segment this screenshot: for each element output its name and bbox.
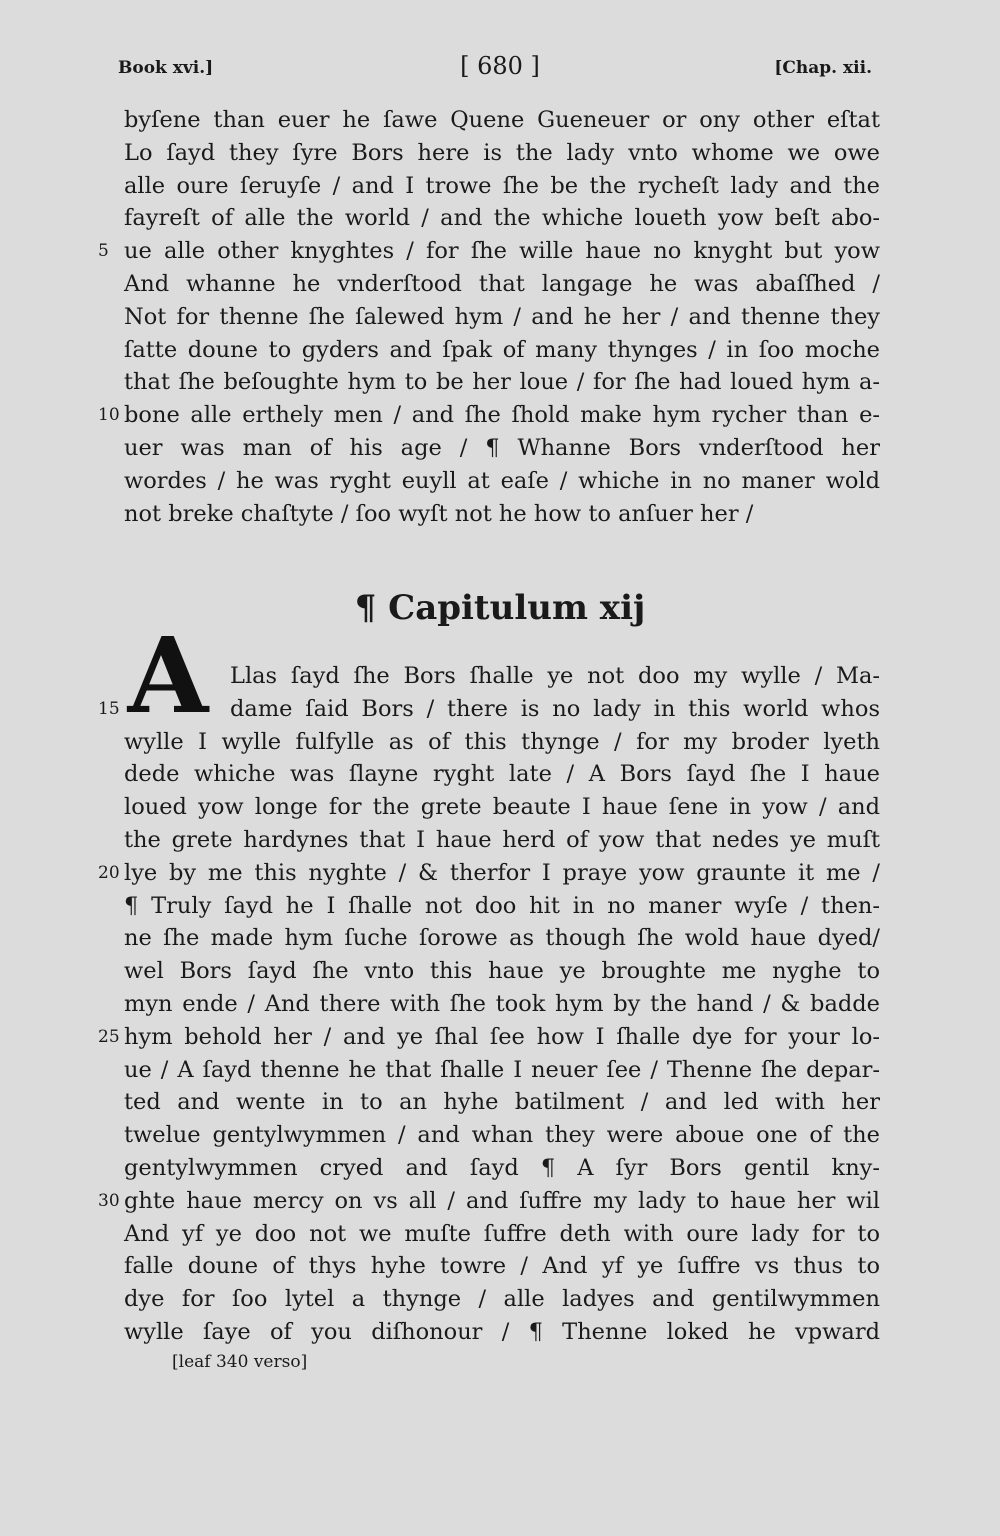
line-number: 10 [98,405,120,426]
text-line: And whanne he vnderſtood that langage he was abaſſhed / [124,271,880,297]
text-line: wordes / he was ryght euyll at eaſe / whiche in no maner wold [124,467,880,494]
text-line: not breke chaſtyte / ſoo wyſt not he how to anſuer her / [124,500,754,527]
running-head-book: Book xvi.] [118,58,214,78]
text-line: gentylwymmen cryed and ſayd ¶ A ſyr Bors gentil kny- [124,1155,880,1181]
text-line: ted and wente in to an hyhe batilment / and led with her [124,1089,880,1116]
drop-cap-initial: A [127,614,209,737]
text-line: ne ſhe made hym ſuche ſorowe as though ſhe wold haue dyed/ [124,925,880,952]
text-line: ſatte doune to gyders and ſpak of many thynges / in ſoo moche [124,336,880,363]
text-line: ue / A ſayd thenne he that ſhalle I neuer ſee / Thenne ſhe depar- [124,1056,880,1083]
text-line: hym behold her / and ye ſhal ſee how I ſhalle dye for your lo- [124,1023,880,1050]
text-line: Not for thenne ſhe ſalewed hym / and he her / and thenne they [124,303,880,330]
leaf-signature: [leaf 340 verso] [172,1352,308,1372]
text-line: dame ſaid Bors / there is no lady in this world whos [230,695,880,722]
text-line: loued yow longe for the grete beaute I haue ſene in yow / and [124,794,880,821]
text-line: ghte haue mercy on vs all / and ſuffre my lady to haue her wil [124,1187,880,1214]
text-line: And yf ye doo not we muſte ſuffre deth with oure lady for to [124,1220,880,1247]
text-line: byſene than euer he ſawe Quene Gueneuer or ony other eſtat [124,107,880,133]
page-number: [ 680 ] [460,52,540,80]
line-number: 15 [98,698,120,719]
line-number: 5 [98,241,109,262]
running-head-chapter: [Chap. xii. [774,58,872,78]
text-line: twelue gentylwymmen / and whan they were aboue one of the [124,1122,880,1149]
text-line: wylle ſaye of you diſhonour / ¶ Thenne loked he vpward [124,1319,880,1345]
line-number: 25 [98,1026,120,1047]
text-line: Llas ſayd ſhe Bors ſhalle ye not doo my wylle / Ma- [230,663,880,689]
text-line: that ſhe beſoughte hym to be her loue / for ſhe had loued hym a- [124,369,880,396]
text-line: falle doune of thys hyhe towre / And yf ye ſuffre vs thus to [124,1253,880,1280]
text-line: alle oure ſeruyſe / and I trowe ſhe be the rycheſt lady and the [124,172,880,199]
text-line: dye for ſoo lytel a thynge / alle ladyes and gentilwymmen [124,1286,880,1313]
text-line: dede whiche was ſlayne ryght late / A Bors ſayd ſhe I haue [124,761,880,788]
text-line: fayreſt of alle the world / and the whiche loueth yow beſt abo- [124,205,880,232]
text-line: wel Bors ſayd ſhe vnto this haue ye broughte me nyghe to [124,958,880,985]
text-line: Lo ſayd they ſyre Bors here is the lady vnto whome we owe [124,139,880,166]
text-line: lye by me this nyghte / & therfor I praye yow graunte it me / [124,859,880,886]
line-number: 30 [98,1190,120,1211]
chapter-title: ¶ Capitulum xij [354,588,646,628]
text-line: the grete hardynes that I haue herd of yow that nedes ye muſt [124,827,880,853]
line-number: 20 [98,862,120,883]
text-line: myn ende / And there with ſhe took hym by the hand / & badde [124,991,880,1017]
text-line: bone alle erthely men / and ſhe ſhold make hym rycher than e- [124,402,880,429]
text-line: wylle I wylle fulfylle as of this thynge / for my broder lyeth [124,728,880,755]
text-line: ue alle other knyghtes / for ſhe wille haue no knyght but yow [124,238,880,265]
text-line: ¶ Truly ſayd he I ſhalle not doo hit in no maner wyſe / then- [124,892,880,919]
text-line: uer was man of his age / ¶ Whanne Bors vnderſtood her [124,435,880,461]
